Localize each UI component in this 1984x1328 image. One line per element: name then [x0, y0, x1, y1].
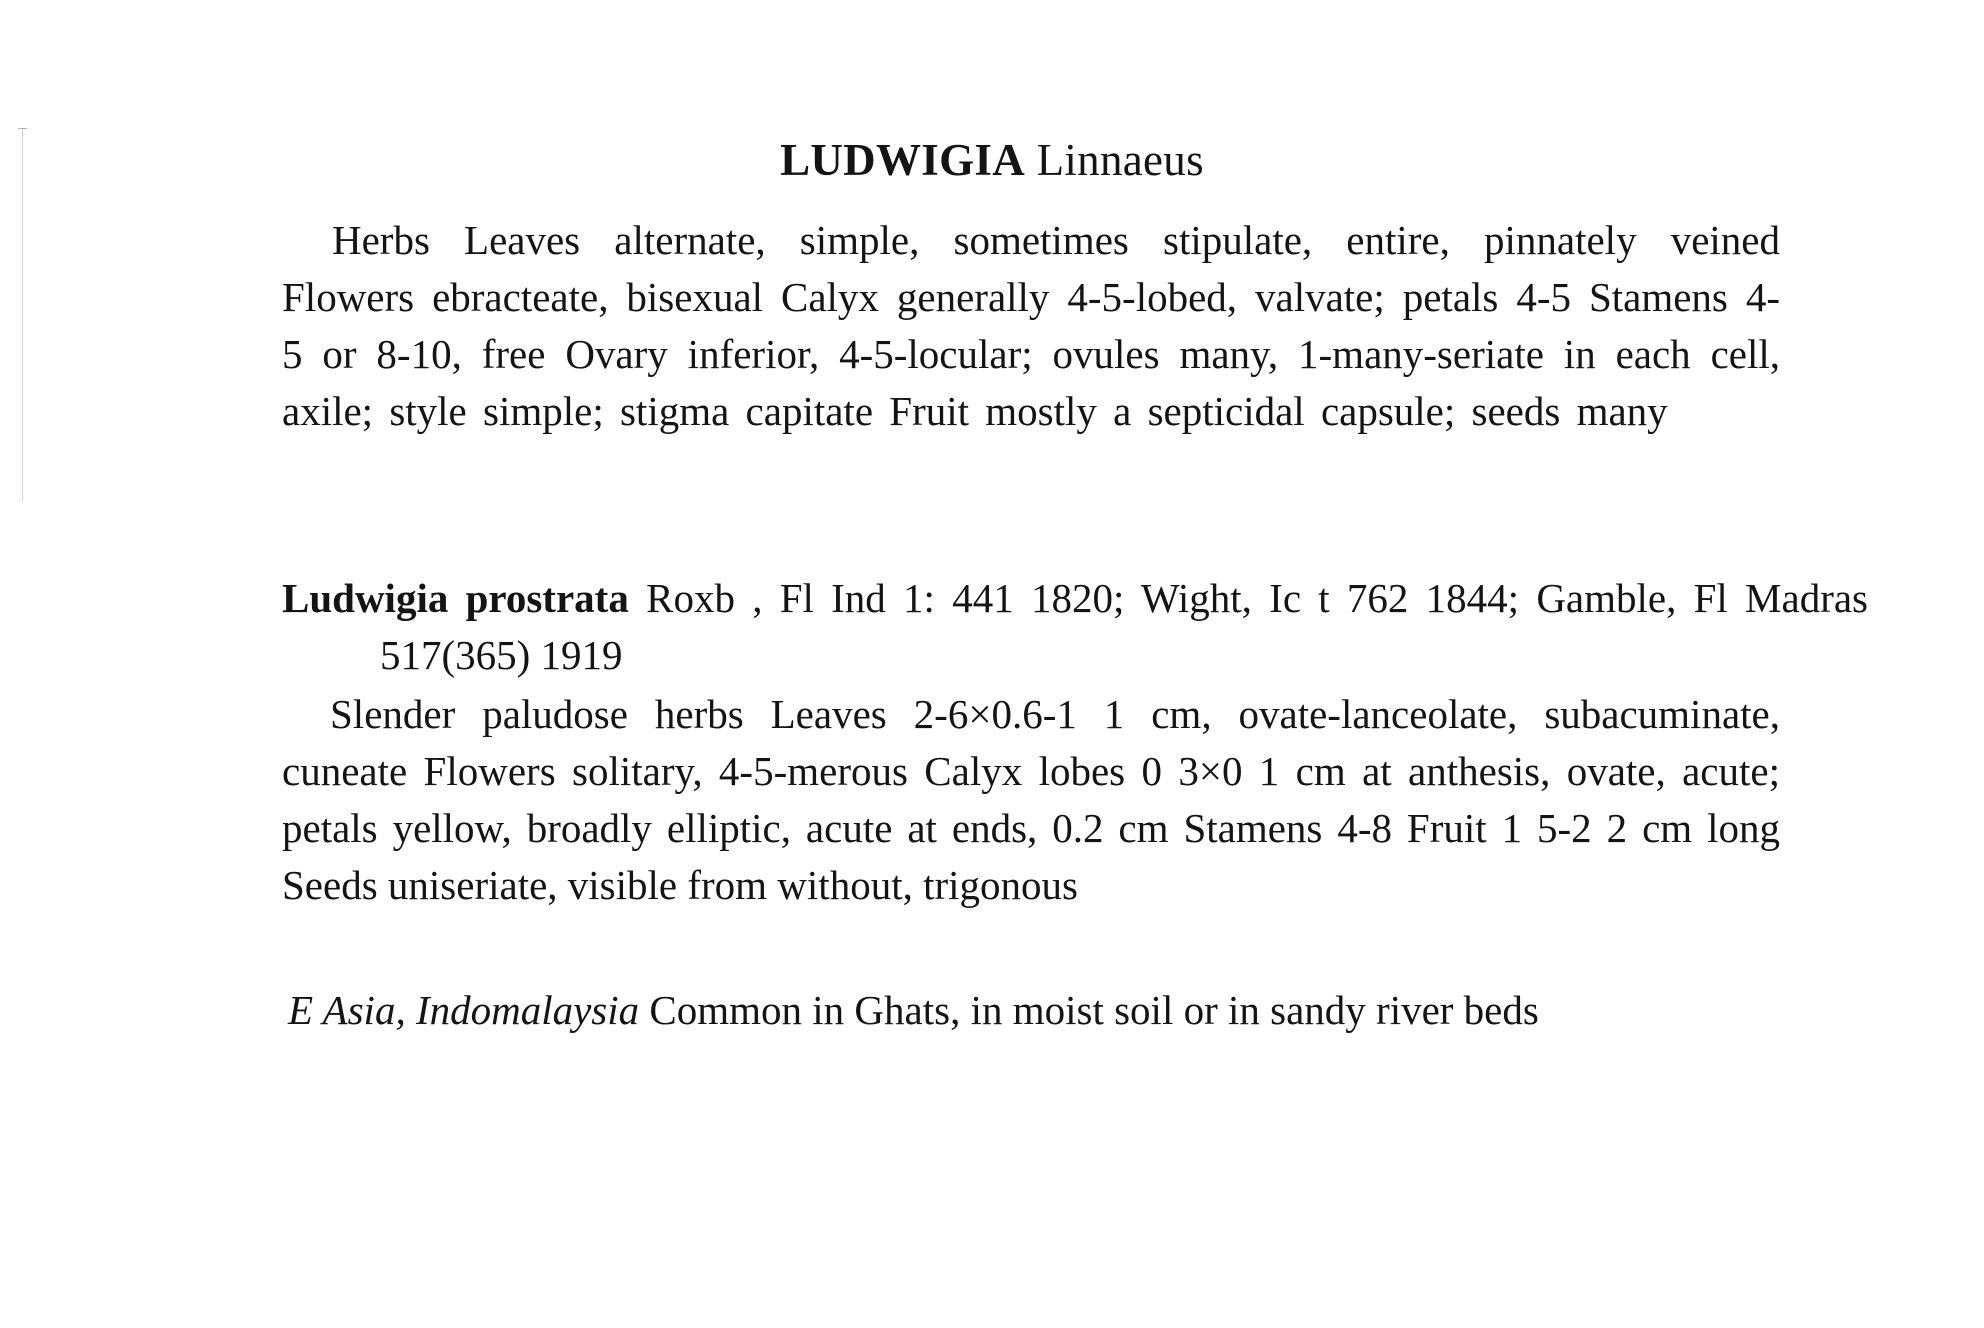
genus-name: LUDWIGIA [780, 135, 1025, 185]
genus-heading [0, 132, 1984, 188]
species-citation-block [282, 570, 1868, 684]
species-description: Slender paludose herbs Leaves 2-6×0.6-1 1 cm, ovate-lanceolate, subacuminate, cuneate Flowers solitary, 4-5-merous Calyx lobes 0 3×0 1 cm at anthesis, ovate, acute; petals yellow, broadly elliptic, acute at ends, 0.2 cm Stamens 4-8 Fruit 1 5-2 2 cm long Seeds uniseriate, visible from without, trigonous [282, 691, 1780, 908]
species-name: Ludwigia prostrata [282, 575, 629, 621]
distribution-note: Common in Ghats, in moist soil or in sandy river beds [649, 987, 1539, 1033]
species-distribution [238, 982, 1718, 1039]
species-citation: Roxb , Fl Ind 1: 441 1820; Wight, Ic t 762 1844; Gamble, Fl Madras 517(365) 1919 [380, 575, 1869, 678]
distribution-region: E Asia, Indomalaysia [288, 987, 640, 1033]
genus-author: Linnaeus [1036, 135, 1204, 185]
genus-description: Herbs Leaves alternate, simple, sometimes stipulate, entire, pinnately veined Flowers ebracteate, bisexual Calyx generally 4-5-lobed, valvate; petals 4-5 Stamens 4-5 or 8-10, free Ovary inferior, 4-5-locular; ovules many, 1-many-seriate in each cell, axile; style simple; stigma capitate Fruit mostly a septicidal capsule; seeds many [282, 217, 1780, 434]
